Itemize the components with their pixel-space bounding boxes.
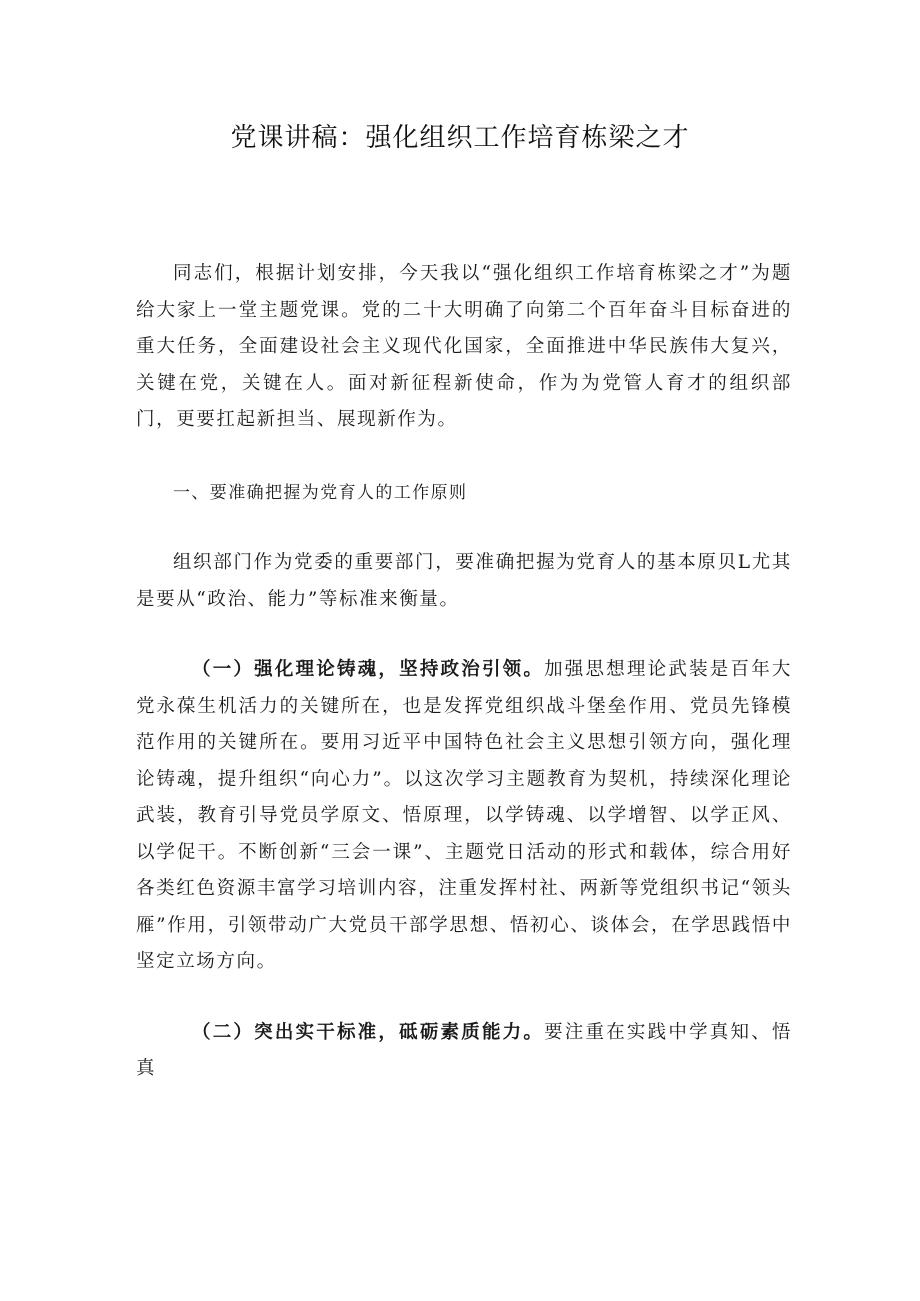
- document-body: [136, 256, 792, 1088]
- subsection-1-body: 加强思想理论武装是百年大党永葆生机活力的关键所在，也是发挥党组织战斗堡垒作用、党员先锋模范作用的关键所在。要用习近平中国特色社会主义思想引领方向，强化理论铸魂，提升组织“向心力”。以这次学习主题教育为契机，持续深化理论武装，教育引导党员学原文、悟原理，以学铸魂、以学增智、以学正风、以学促干。不断创新“三会一课”、主题党日活动的形式和载体，综合用好各类红色资源丰富学习培训内容，注重发挥村社、两新等党组织书记“领头雁”作用，引领带动广大党员干部学思想、悟初心、谈体会，在学思践悟中坚定立场方向。: [136, 659, 793, 972]
- intro-paragraph: 同志们，根据计划安排，今天我以“强化组织工作培育栋梁之才”为题给大家上一堂主题党课。党的二十大明确了向第二个百年奋斗目标奋进的重大任务，全面建设社会主义现代化国家，全面推进中华民族伟大复兴，关键在党，关键在人。面对新征程新使命，作为为党管人育才的组织部门，更要扛起新担当、展现新作为。: [136, 263, 792, 430]
- subsection-1-lead: （一）强化理论铸魂，坚持政治引领。: [192, 659, 545, 680]
- subsection-2-body: 要注重在实践中学真知、悟真: [136, 1021, 793, 1079]
- subsection-2-paragraph: [136, 1015, 792, 1088]
- document-title: 党课讲稿：强化组织工作培育栋梁之才: [230, 123, 690, 153]
- subsection-2-lead: （二）突出实干标准，砥砺素质能力。: [192, 1021, 545, 1043]
- section-1-paragraph: 组织部门作为党委的重要部门，要准确把握为党育人的基本原贝L尤其是要从“政治、能力”等标准来衡量。: [136, 552, 792, 610]
- section-heading-1: 一、要准确把握为党育人的工作原则: [173, 482, 468, 503]
- subsection-1-paragraph: [136, 652, 792, 981]
